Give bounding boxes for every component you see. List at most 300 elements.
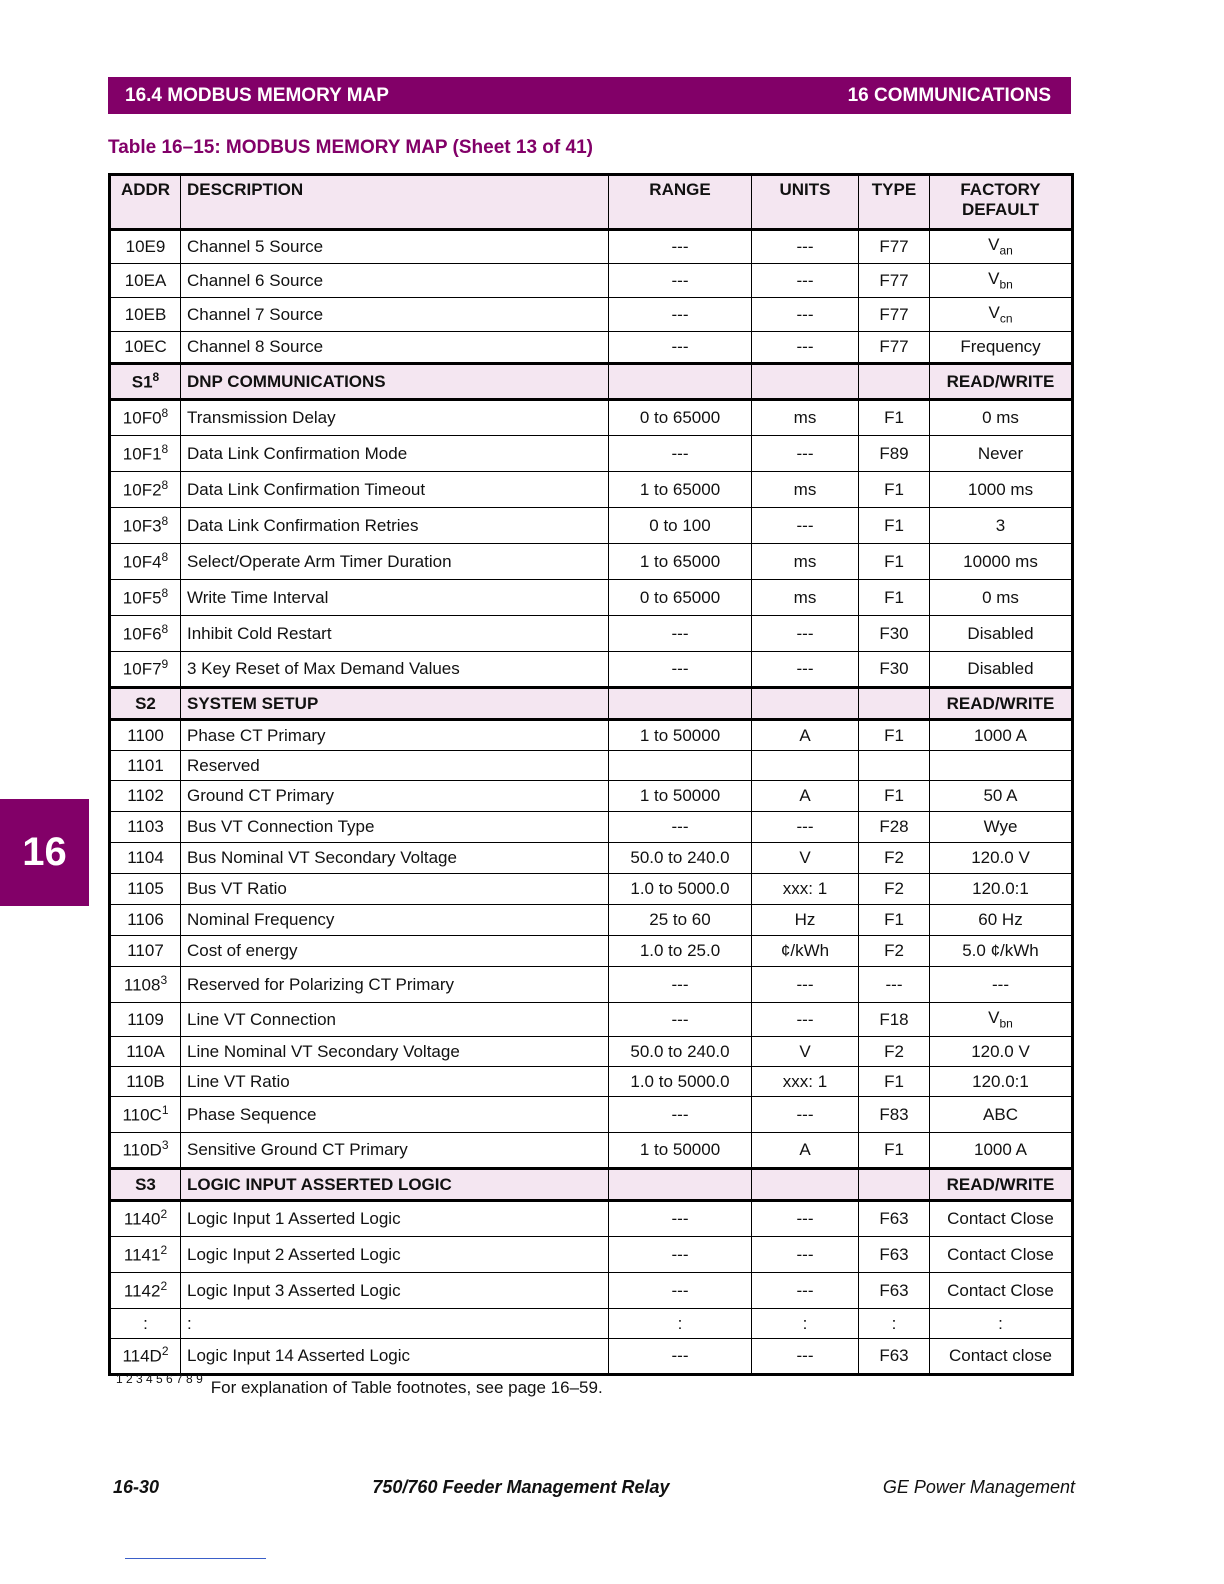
- cell-factory-default: [930, 1097, 1073, 1133]
- col-header-units: UNITS: [752, 175, 859, 230]
- table-row: [110, 544, 1073, 580]
- table-row: [110, 874, 1073, 905]
- units-text: ---: [796, 1346, 814, 1366]
- cell-addr: [110, 1201, 181, 1237]
- cell-type: [859, 616, 930, 652]
- units-text: ---: [796, 237, 814, 257]
- range-text: ---: [671, 237, 689, 257]
- cell-addr: [110, 230, 181, 264]
- addr-text: S1: [131, 372, 153, 392]
- cell-units: [752, 1339, 859, 1375]
- table-row: [110, 1273, 1073, 1309]
- cell-units: [752, 1309, 859, 1339]
- addr-text: 10EC: [124, 337, 167, 357]
- cell-addr: [110, 751, 181, 781]
- addr-text: 10F6: [122, 624, 162, 644]
- range-text: ---: [671, 974, 689, 994]
- description-text: Ground CT Primary: [187, 786, 335, 806]
- default-text: 0 ms: [982, 587, 1019, 607]
- table-row: [110, 1067, 1073, 1097]
- cell-description: [181, 843, 609, 874]
- table-row: [110, 230, 1073, 264]
- addr-footnote-ref: 8: [161, 441, 169, 456]
- cell-description: [181, 472, 609, 508]
- cell-units: [752, 751, 859, 781]
- type-text: F30: [879, 659, 909, 679]
- description-text: Bus VT Connection Type: [187, 817, 375, 837]
- cell-range: [609, 332, 752, 364]
- table-row: [110, 580, 1073, 616]
- table-group-row: [110, 1169, 1073, 1201]
- cell-description: [181, 812, 609, 843]
- addr-text: 1108: [123, 975, 161, 995]
- cell-description: [181, 1067, 609, 1097]
- col-header-addr: ADDR: [110, 175, 181, 230]
- cell-units: [752, 580, 859, 616]
- cell-factory-default: [930, 1037, 1073, 1067]
- cell-range: [609, 1339, 752, 1375]
- cell-factory-default: [930, 230, 1073, 264]
- cell-addr: [110, 812, 181, 843]
- cell-factory-default: [930, 298, 1073, 332]
- table-row: [110, 720, 1073, 751]
- default-subscript: bn: [999, 1016, 1013, 1031]
- type-text: F1: [884, 551, 904, 571]
- addr-text: 1140: [123, 1210, 161, 1230]
- cell-range: [609, 720, 752, 751]
- cell-factory-default: [930, 1273, 1073, 1309]
- cell-addr: [110, 1309, 181, 1339]
- default-subscript: an: [999, 243, 1013, 258]
- cell-factory-default: [930, 688, 1073, 720]
- table-row: [110, 1037, 1073, 1067]
- cell-range: [609, 652, 752, 688]
- units-text: ms: [793, 551, 817, 571]
- description-text: Data Link Confirmation Retries: [187, 515, 419, 535]
- table-row: [110, 1201, 1073, 1237]
- description-text: Logic Input 3 Asserted Logic: [187, 1280, 401, 1300]
- cell-units: [752, 230, 859, 264]
- cell-units: [752, 1169, 859, 1201]
- description-text: 3 Key Reset of Max Demand Values: [187, 659, 460, 679]
- addr-text: 1106: [127, 910, 164, 930]
- description-text: Line VT Ratio: [187, 1071, 290, 1091]
- cell-description: [181, 967, 609, 1003]
- range-text: ---: [671, 623, 689, 643]
- addr-text: 10E9: [125, 237, 166, 257]
- cell-range: [609, 1097, 752, 1133]
- cell-factory-default: [930, 400, 1073, 436]
- addr-footnote-ref: 8: [161, 585, 169, 600]
- addr-text: S2: [135, 693, 156, 713]
- range-text: 1 to 65000: [639, 479, 721, 499]
- type-text: F63: [879, 1280, 909, 1300]
- default-text: V: [988, 268, 1000, 288]
- cell-addr: [110, 1097, 181, 1133]
- cell-addr: [110, 436, 181, 472]
- description-text: Data Link Confirmation Timeout: [187, 479, 426, 499]
- cell-range: [609, 1273, 752, 1309]
- type-text: F77: [879, 337, 909, 357]
- addr-text: 1102: [127, 786, 164, 806]
- cell-range: [609, 1169, 752, 1201]
- addr-text: 1101: [127, 755, 164, 775]
- cell-units: [752, 720, 859, 751]
- addr-text: 1104: [127, 848, 164, 868]
- addr-footnote-ref: 8: [161, 406, 169, 421]
- cell-factory-default: [930, 1067, 1073, 1097]
- cell-type: [859, 1273, 930, 1309]
- cell-units: [752, 936, 859, 967]
- range-text: ---: [671, 1009, 689, 1029]
- cell-type: [859, 1067, 930, 1097]
- range-text: ---: [671, 659, 689, 679]
- cell-range: [609, 544, 752, 580]
- cell-description: [181, 436, 609, 472]
- units-text: ---: [796, 337, 814, 357]
- addr-footnote-ref: 9: [161, 657, 169, 672]
- addr-text: 10F0: [122, 409, 162, 429]
- addr-text: 110D: [122, 1141, 162, 1161]
- cell-factory-default: [930, 843, 1073, 874]
- cell-units: [752, 332, 859, 364]
- units-text: ---: [796, 443, 814, 463]
- access-mode: READ/WRITE: [946, 693, 1055, 713]
- cell-description: [181, 720, 609, 751]
- cell-description: [181, 264, 609, 298]
- table-footnote: [116, 1373, 603, 1398]
- cell-factory-default: [930, 936, 1073, 967]
- cell-type: [859, 1201, 930, 1237]
- type-text: F1: [884, 786, 904, 806]
- type-text: F2: [884, 879, 904, 899]
- units-text: ---: [796, 1009, 814, 1029]
- cell-units: [752, 843, 859, 874]
- addr-footnote-ref: 8: [161, 549, 169, 564]
- units-text: ---: [796, 623, 814, 643]
- cell-type: [859, 781, 930, 812]
- cell-addr: [110, 580, 181, 616]
- description-text: Write Time Interval: [187, 587, 329, 607]
- cell-range: [609, 688, 752, 720]
- addr-footnote-ref: 2: [161, 1344, 169, 1359]
- cell-type: [859, 544, 930, 580]
- range-text: 0 to 65000: [639, 408, 721, 428]
- cell-factory-default: [930, 812, 1073, 843]
- cell-factory-default: [930, 905, 1073, 936]
- footer-rule: [125, 1558, 266, 1559]
- cell-addr: [110, 1339, 181, 1375]
- range-text: ---: [671, 304, 689, 324]
- addr-text: 1142: [123, 1281, 161, 1301]
- description-text: Bus Nominal VT Secondary Voltage: [187, 848, 457, 868]
- cell-units: [752, 1037, 859, 1067]
- default-text: 5.0 ¢/kWh: [962, 941, 1039, 961]
- default-text: Frequency: [960, 337, 1041, 357]
- cell-range: [609, 936, 752, 967]
- table-row: [110, 472, 1073, 508]
- cell-description: [181, 1169, 609, 1201]
- type-text: F2: [884, 1041, 904, 1061]
- cell-addr: [110, 1237, 181, 1273]
- default-text: V: [988, 235, 1000, 255]
- default-text: 50 A: [983, 786, 1018, 806]
- cell-addr: [110, 843, 181, 874]
- cell-type: [859, 812, 930, 843]
- range-text: 1 to 50000: [639, 786, 721, 806]
- cell-type: [859, 967, 930, 1003]
- cell-addr: [110, 967, 181, 1003]
- table-row: [110, 936, 1073, 967]
- table-group-row: [110, 688, 1073, 720]
- cell-range: [609, 967, 752, 1003]
- cell-addr: [110, 264, 181, 298]
- range-text: ---: [671, 337, 689, 357]
- table-body: [110, 230, 1073, 1375]
- default-text: 1000 A: [974, 725, 1027, 745]
- table-row: [110, 1309, 1073, 1339]
- cell-type: [859, 472, 930, 508]
- cell-addr: [110, 1037, 181, 1067]
- type-text: F28: [879, 817, 909, 837]
- product-name: 750/760 Feeder Management Relay: [372, 1477, 670, 1497]
- addr-footnote-ref: 2: [160, 1242, 168, 1257]
- cell-addr: [110, 332, 181, 364]
- cell-type: [859, 936, 930, 967]
- range-text: 1 to 50000: [639, 725, 721, 745]
- addr-text: 1103: [127, 817, 164, 837]
- cell-description: [181, 364, 609, 400]
- modbus-memory-map-table: [108, 173, 1074, 1376]
- table-row: [110, 436, 1073, 472]
- page-number: 16-30: [113, 1477, 160, 1497]
- cell-type: [859, 1309, 930, 1339]
- cell-description: [181, 230, 609, 264]
- cell-description: [181, 544, 609, 580]
- default-text: 60 Hz: [978, 910, 1023, 930]
- table-row: [110, 1003, 1073, 1037]
- cell-description: [181, 508, 609, 544]
- cell-description: [181, 298, 609, 332]
- cell-description: [181, 400, 609, 436]
- page-footer: [113, 1477, 1075, 1498]
- cell-range: [609, 905, 752, 936]
- cell-range: [609, 472, 752, 508]
- description-text: Nominal Frequency: [187, 910, 335, 930]
- cell-addr: [110, 936, 181, 967]
- cell-units: [752, 905, 859, 936]
- table-row: [110, 812, 1073, 843]
- addr-text: 10EA: [124, 270, 167, 290]
- range-text: ---: [671, 1280, 689, 1300]
- description-text: Channel 5 Source: [187, 237, 324, 257]
- footnote-numbers: 1 2 3 4 5 6 7 8 9: [116, 1372, 203, 1386]
- units-text: ---: [796, 1280, 814, 1300]
- description-text: Channel 8 Source: [187, 337, 324, 357]
- type-text: F2: [884, 941, 904, 961]
- addr-text: 10EB: [124, 304, 167, 324]
- cell-addr: [110, 905, 181, 936]
- cell-description: [181, 652, 609, 688]
- cell-description: [181, 332, 609, 364]
- addr-footnote-ref: 8: [161, 513, 169, 528]
- addr-text: :: [143, 1313, 148, 1333]
- cell-description: [181, 580, 609, 616]
- units-text: A: [799, 786, 811, 806]
- cell-range: [609, 616, 752, 652]
- cell-factory-default: [930, 364, 1073, 400]
- table-row: [110, 652, 1073, 688]
- chapter-title: 16 COMMUNICATIONS: [847, 84, 1051, 106]
- default-text: 1000 A: [974, 1140, 1027, 1160]
- cell-units: [752, 1003, 859, 1037]
- type-text: F77: [879, 237, 909, 257]
- cell-units: [752, 1133, 859, 1169]
- cell-factory-default: [930, 1339, 1073, 1375]
- cell-range: [609, 436, 752, 472]
- cell-type: [859, 720, 930, 751]
- cell-factory-default: [930, 652, 1073, 688]
- cell-addr: [110, 1003, 181, 1037]
- cell-units: [752, 1273, 859, 1309]
- default-text: 120.0:1: [972, 1071, 1029, 1091]
- addr-text: 10F7: [122, 660, 162, 680]
- col-header-description: DESCRIPTION: [181, 175, 609, 230]
- default-text: V: [988, 302, 1000, 322]
- cell-range: [609, 298, 752, 332]
- cell-type: [859, 652, 930, 688]
- cell-factory-default: [930, 1169, 1073, 1201]
- cell-addr: [110, 1067, 181, 1097]
- default-text: Disabled: [967, 623, 1034, 643]
- table-row: [110, 781, 1073, 812]
- cell-addr: [110, 1133, 181, 1169]
- units-text: ms: [793, 408, 817, 428]
- cell-factory-default: [930, 508, 1073, 544]
- description-text: Logic Input 1 Asserted Logic: [187, 1209, 401, 1229]
- cell-description: [181, 688, 609, 720]
- default-text: 3: [995, 515, 1006, 535]
- default-text: 120.0 V: [971, 1041, 1030, 1061]
- type-text: F1: [884, 910, 904, 930]
- table-row: [110, 967, 1073, 1003]
- units-text: ---: [796, 974, 814, 994]
- table-row: [110, 843, 1073, 874]
- units-text: ¢/kWh: [780, 941, 830, 961]
- cell-units: [752, 1237, 859, 1273]
- addr-text: 10F1: [122, 444, 162, 464]
- cell-type: [859, 1169, 930, 1201]
- cell-units: [752, 508, 859, 544]
- cell-range: [609, 843, 752, 874]
- default-text: Contact Close: [947, 1244, 1054, 1264]
- table-row: [110, 1237, 1073, 1273]
- units-text: A: [799, 725, 811, 745]
- addr-text: 1105: [127, 879, 164, 899]
- addr-text: 10F3: [122, 516, 162, 536]
- table-row: [110, 1097, 1073, 1133]
- access-mode: READ/WRITE: [946, 371, 1055, 391]
- description-text: DNP COMMUNICATIONS: [187, 371, 386, 391]
- type-text: F89: [879, 443, 909, 463]
- range-text: 0 to 65000: [639, 587, 721, 607]
- units-text: :: [802, 1313, 808, 1333]
- cell-addr: [110, 616, 181, 652]
- table-row: [110, 616, 1073, 652]
- cell-type: [859, 843, 930, 874]
- cell-factory-default: [930, 720, 1073, 751]
- cell-addr: [110, 364, 181, 400]
- cell-factory-default: [930, 967, 1073, 1003]
- range-text: 1.0 to 5000.0: [630, 1071, 730, 1091]
- cell-description: [181, 905, 609, 936]
- default-text: Wye: [983, 817, 1018, 837]
- addr-text: S3: [135, 1174, 156, 1194]
- addr-text: 1107: [127, 941, 164, 961]
- cell-description: [181, 751, 609, 781]
- addr-footnote-ref: 8: [161, 477, 169, 492]
- section-header-bar: [108, 77, 1071, 114]
- addr-text: 114D: [122, 1347, 162, 1367]
- table-row: [110, 1133, 1073, 1169]
- cell-type: [859, 1133, 930, 1169]
- units-text: ---: [796, 270, 814, 290]
- addr-footnote-ref: 8: [152, 369, 160, 384]
- col-header-factory-line2: DEFAULT: [961, 199, 1040, 219]
- description-text: Phase Sequence: [187, 1104, 317, 1124]
- chapter-side-tab: 16: [0, 799, 89, 906]
- table-row: [110, 400, 1073, 436]
- access-mode: READ/WRITE: [946, 1174, 1055, 1194]
- cell-type: [859, 436, 930, 472]
- cell-addr: [110, 688, 181, 720]
- units-text: ms: [793, 587, 817, 607]
- cell-description: [181, 1201, 609, 1237]
- type-text: F1: [884, 515, 904, 535]
- addr-text: 1100: [127, 725, 164, 745]
- type-text: :: [891, 1313, 897, 1333]
- table-row: [110, 508, 1073, 544]
- description-text: Reserved for Polarizing CT Primary: [187, 974, 455, 994]
- cell-units: [752, 1097, 859, 1133]
- cell-description: [181, 1003, 609, 1037]
- cell-range: [609, 508, 752, 544]
- table-title: Table 16–15: MODBUS MEMORY MAP (Sheet 13 of 41): [108, 137, 593, 158]
- type-text: F83: [879, 1104, 909, 1124]
- cell-factory-default: [930, 874, 1073, 905]
- description-text: Line Nominal VT Secondary Voltage: [187, 1041, 460, 1061]
- addr-footnote-ref: 2: [160, 1207, 168, 1222]
- cell-description: [181, 936, 609, 967]
- default-text: Disabled: [967, 659, 1034, 679]
- cell-addr: [110, 508, 181, 544]
- default-text: Never: [977, 443, 1024, 463]
- cell-factory-default: [930, 1237, 1073, 1273]
- cell-type: [859, 688, 930, 720]
- range-text: 25 to 60: [649, 910, 711, 930]
- type-text: F18: [879, 1009, 909, 1029]
- cell-factory-default: [930, 436, 1073, 472]
- type-text: F30: [879, 623, 909, 643]
- description-text: SYSTEM SETUP: [187, 693, 319, 713]
- range-text: 1 to 50000: [639, 1140, 721, 1160]
- range-text: 0 to 100: [649, 515, 711, 535]
- addr-text: 1141: [123, 1245, 161, 1265]
- type-text: F1: [884, 725, 904, 745]
- cell-units: [752, 652, 859, 688]
- description-text: Sensitive Ground CT Primary: [187, 1140, 408, 1160]
- cell-range: [609, 580, 752, 616]
